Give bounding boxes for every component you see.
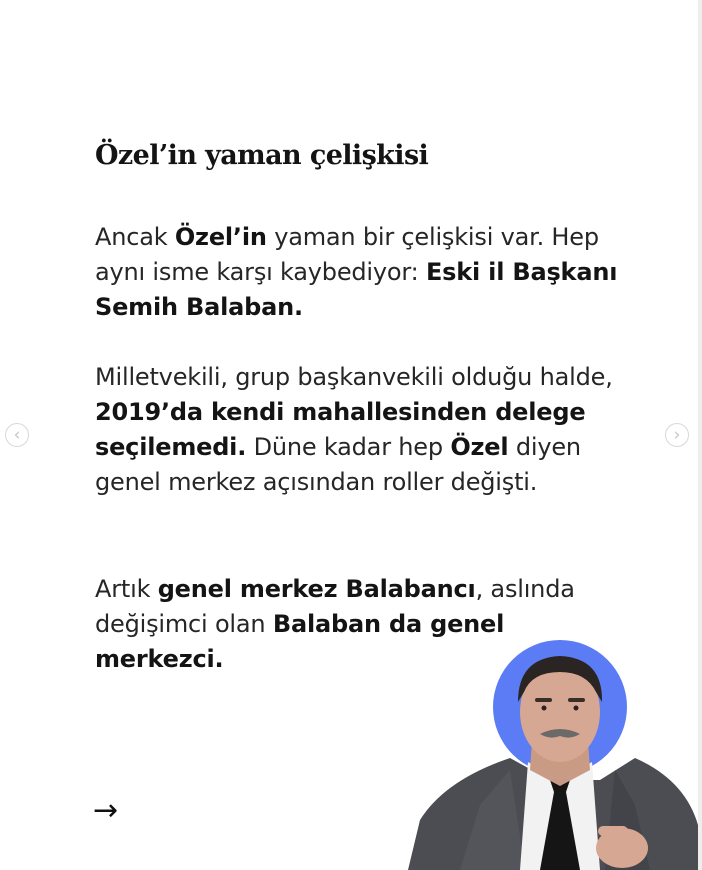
person-photo (400, 630, 698, 870)
scrollbar-track[interactable] (698, 0, 702, 870)
bold-text: 2019’da kendi mahallesinden delege seçilemedi. (95, 398, 586, 461)
text-run: diyen genel merkez açısından roller değişti. (95, 433, 581, 496)
bold-text: genel merkez Balabancı (157, 575, 476, 603)
carousel-next-button[interactable]: › (665, 423, 689, 447)
text-run: Milletvekili, grup başkanvekili olduğu halde, (95, 363, 613, 391)
text-run: , aslında değişimci olan (95, 575, 575, 638)
next-arrow-icon[interactable]: → (93, 793, 119, 828)
text-run: Ancak (95, 223, 175, 251)
text-run: Artık (95, 575, 158, 603)
text-run: Düne kadar hep (246, 433, 451, 461)
slide-title: Özel’in yaman çelişkisi (95, 140, 429, 171)
bold-text: Eski il Başkanı Semih Balaban. (95, 258, 618, 321)
bold-text: Balaban da genel merkezci. (95, 610, 505, 673)
text-run: yaman bir çelişkisi var. Hep aynı isme karşı kaybediyor: (95, 223, 599, 286)
paragraph-1 (95, 220, 635, 325)
paragraph-2 (95, 360, 635, 500)
bold-text: Özel (450, 433, 509, 461)
carousel-prev-button[interactable]: ‹ (5, 423, 29, 447)
bold-text: Özel’in (174, 223, 267, 251)
